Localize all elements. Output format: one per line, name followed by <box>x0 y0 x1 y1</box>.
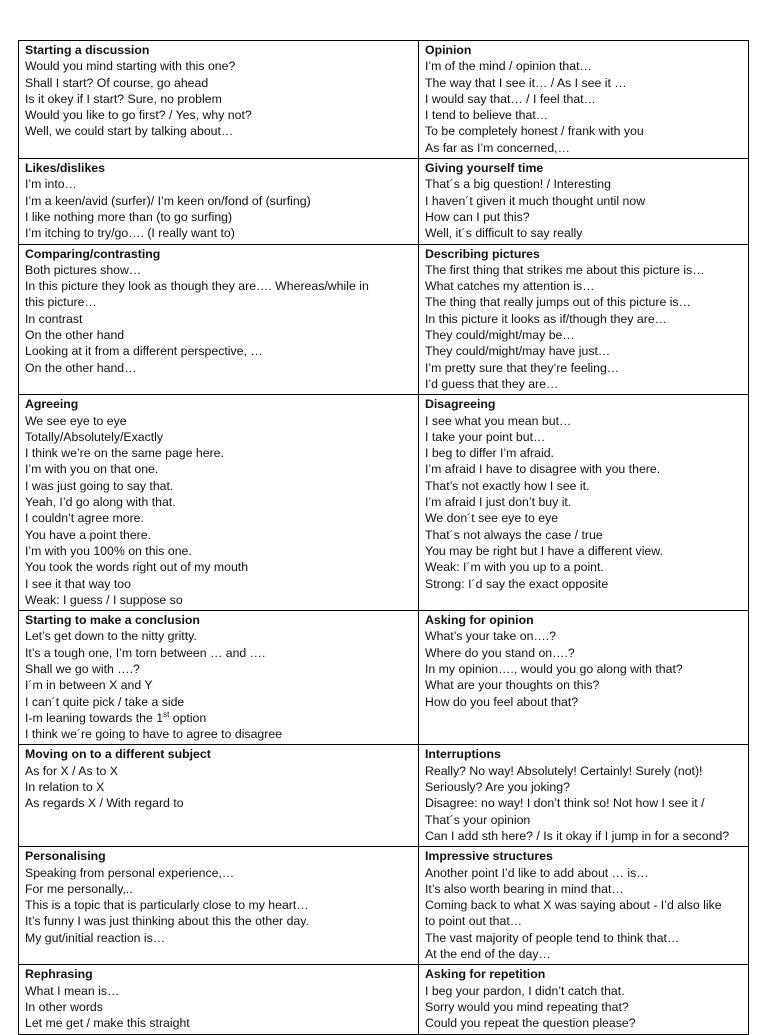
phrase-line: For me personally,.. <box>25 881 133 896</box>
phrase-line: I see what you mean but… <box>425 413 572 428</box>
table-row <box>19 847 749 965</box>
table-row <box>19 244 749 395</box>
phrase-line: What are your thoughts on this? <box>425 678 600 693</box>
phrase-line: I think we´re going to have to agree to disagree <box>25 727 283 742</box>
ordinal-superscript: st <box>163 709 170 719</box>
phrase-line: Both pictures show… <box>25 262 142 277</box>
phrase-line: That´s a big question! / Interesting <box>425 177 611 192</box>
phrase-line: I’m into… <box>25 177 77 192</box>
phrase-line: Disagree: no way! I don’t think so! Not how I see it / <box>425 796 705 811</box>
phrase-line: They could/might/may have just… <box>425 344 611 359</box>
phrase-line: Shall we go with ….? <box>25 661 140 676</box>
phrase-line: I beg your pardon, I didn’t catch that. <box>425 983 625 998</box>
phrase-line: The way that I see it… / As I see it … <box>425 75 627 90</box>
section-opinion <box>419 41 749 159</box>
phrase-line: Is it okey if I start? Sure, no problem <box>25 91 222 106</box>
phrase-line: Strong: I´d say the exact opposite <box>425 576 609 591</box>
phrase-line: That’s not exactly how I see it. <box>425 478 590 493</box>
phrase-line: We see eye to eye <box>25 413 127 428</box>
phrase-text-tail: option <box>169 710 207 725</box>
phrase-line: In other words <box>25 999 103 1014</box>
section-impressive-structures <box>419 847 749 965</box>
phrase-line: On the other hand <box>25 328 125 343</box>
phrase-line: To be completely honest / frank with you <box>425 124 644 139</box>
phrase-line: You may be right but I have a different view. <box>425 543 663 558</box>
phrase-line: The first thing that strikes me about this picture is… <box>425 262 705 277</box>
phrase-line: As regards X / With regard to <box>25 796 184 811</box>
phrase-line: What’s your take on….? <box>425 629 557 644</box>
phrases-table <box>18 40 749 1035</box>
phrase-line: this picture… <box>25 295 97 310</box>
phrase-line: Another point I’d like to add about … is… <box>425 865 649 880</box>
section-title: Rephrasing <box>25 967 93 982</box>
section-title: Asking for opinion <box>425 613 534 628</box>
phrase-line: Well, we could start by talking about… <box>25 124 234 139</box>
phrase-line: What I mean is… <box>25 983 120 998</box>
phrase-line: Would you mind starting with this one? <box>25 59 236 74</box>
phrase-line: What catches my attention is… <box>425 279 595 294</box>
phrase-line: Yeah, I’d go along with that. <box>25 495 176 510</box>
phrase-line: Let me get / make this straight <box>25 1016 190 1031</box>
section-title: Moving on to a different subject <box>25 747 211 762</box>
phrase-line: I would say that… / I feel that… <box>425 91 596 106</box>
phrase-line: I haven´t given it much thought until now <box>425 193 646 208</box>
phrase-line: I like nothing more than (to go surfing) <box>25 209 233 224</box>
phrase-line: I think we’re on the same page here. <box>25 446 224 461</box>
phrase-line: I beg to differ I’m afraid. <box>425 446 554 461</box>
phrase-line: It’s also worth bearing in mind that… <box>425 881 624 896</box>
phrase-line: Totally/Absolutely/Exactly <box>25 429 164 444</box>
section-agreeing <box>19 395 419 611</box>
phrase-line: Let’s get down to the nitty gritty. <box>25 629 197 644</box>
section-moving-on-to-a-different-subject <box>19 745 419 847</box>
table-row <box>19 745 749 847</box>
phrase-line: It’s a tough one, I’m torn between … and …. <box>25 645 266 660</box>
phrase-line: How do you feel about that? <box>425 694 579 709</box>
phrase-line: This is a topic that is particularly close to my heart… <box>25 898 309 913</box>
section-title: Agreeing <box>25 397 79 412</box>
section-title: Starting to make a conclusion <box>25 613 200 628</box>
table-row <box>19 395 749 611</box>
phrase-line: You took the words right out of my mouth <box>25 560 249 575</box>
section-starting-to-make-a-conclusion <box>19 611 419 745</box>
phrase-line: That´s not always the case / true <box>425 527 603 542</box>
section-likes-dislikes <box>19 159 419 244</box>
section-title: Comparing/contrasting <box>25 246 161 261</box>
phrase-line: Sorry would you mind repeating that? <box>425 999 629 1014</box>
section-describing-pictures <box>419 244 749 395</box>
phrase-line: We don´t see eye to eye <box>425 511 559 526</box>
phrase-line <box>25 710 414 726</box>
phrase-line: I’m pretty sure that they’re feeling… <box>425 360 620 375</box>
phrase-line: Shall I start? Of course, go ahead <box>25 75 209 90</box>
section-asking-for-opinion <box>419 611 749 745</box>
section-disagreeing <box>419 395 749 611</box>
phrase-line: In contrast <box>25 311 83 326</box>
phrase-line: You have a point there. <box>25 527 152 542</box>
phrase-line: They could/might/may be… <box>425 328 575 343</box>
phrase-text: I-m leaning towards the 1 <box>25 710 164 725</box>
phrase-line: Seriously? Are you joking? <box>425 780 570 795</box>
section-starting-a-discussion <box>19 41 419 159</box>
phrase-line: I was just going to say that. <box>25 478 174 493</box>
phrase-line: I’m with you 100% on this one. <box>25 543 192 558</box>
phrase-line: In this picture they look as though they are…. Whereas/while in <box>25 279 369 294</box>
phrase-line: to point out that… <box>425 914 523 929</box>
section-title: Describing pictures <box>425 246 540 261</box>
section-title: Opinion <box>425 43 472 57</box>
phrase-line: Weak: I guess / I suppose so <box>25 592 183 607</box>
phrase-line: As for X / As to X <box>25 763 118 778</box>
phrase-line: I’m with you on that one. <box>25 462 159 477</box>
phrase-line: Really? No way! Absolutely! Certainly! Surely (not)! <box>425 763 703 778</box>
phrase-line: It’s funny I was just thinking about this the other day. <box>25 914 309 929</box>
phrase-line: I see it that way too <box>25 576 131 591</box>
section-title: Giving yourself time <box>425 161 544 176</box>
phrase-line: Coming back to what X was saying about - I’d also like <box>425 898 722 913</box>
section-title: Interruptions <box>425 747 501 762</box>
phrase-line: I take your point but… <box>425 429 546 444</box>
phrase-line: I’m afraid I have to disagree with you there. <box>425 462 661 477</box>
phrase-line: As far as I’m concerned,… <box>425 140 570 155</box>
phrase-line: That´s your opinion <box>425 812 531 827</box>
phrase-line: I´m in between X and Y <box>25 678 153 693</box>
phrase-line: I tend to believe that… <box>425 108 549 123</box>
section-title: Starting a discussion <box>25 43 150 57</box>
phrase-line: Where do you stand on….? <box>425 645 575 660</box>
phrase-line: I’m afraid I just don’t buy it. <box>425 495 572 510</box>
phrase-line: The vast majority of people tend to think that… <box>425 930 680 945</box>
table-row <box>19 41 749 159</box>
phrase-line: On the other hand… <box>25 360 137 375</box>
section-title: Disagreeing <box>425 397 496 412</box>
section-title: Asking for repetition <box>425 967 546 982</box>
phrase-line: My gut/initial reaction is… <box>25 930 166 945</box>
table-row <box>19 159 749 244</box>
section-giving-yourself-time <box>419 159 749 244</box>
phrase-line: In my opinion…., would you go along with that? <box>425 661 683 676</box>
phrase-line: I’d guess that they are… <box>425 376 559 391</box>
table-row <box>19 611 749 745</box>
phrase-line: At the end of the day… <box>425 947 551 962</box>
section-title: Personalising <box>25 849 106 864</box>
section-title: Impressive structures <box>425 849 553 864</box>
section-interruptions <box>419 745 749 847</box>
phrase-line: Could you repeat the question please? <box>425 1016 636 1031</box>
phrase-line: I can´t quite pick / take a side <box>25 694 185 709</box>
phrase-line: I’m of the mind / opinion that… <box>425 59 592 74</box>
phrase-line: Weak: I´m with you up to a point. <box>425 560 604 575</box>
phrase-line: How can I put this? <box>425 209 530 224</box>
phrase-line: Speaking from personal experience,… <box>25 865 235 880</box>
phrase-line: I’m a keen/avid (surfer)/ I’m keen on/fond of (surfing) <box>25 193 311 208</box>
section-comparing-contrasting <box>19 244 419 395</box>
phrase-line: Looking at it from a different perspective, … <box>25 344 263 359</box>
phrase-line: The thing that really jumps out of this picture is… <box>425 295 691 310</box>
phrase-line: Would you like to go first? / Yes, why not? <box>25 108 252 123</box>
phrase-line: Well, it´s difficult to say really <box>425 226 583 241</box>
phrase-line: I’m itching to try/go…. (I really want to) <box>25 226 235 241</box>
phrase-line: In this picture it looks as if/though they are… <box>425 311 667 326</box>
section-title: Likes/dislikes <box>25 161 105 176</box>
phrase-line: In relation to X <box>25 780 105 795</box>
phrase-line: Can I add sth here? / Is it okay if I jump in for a second? <box>425 828 730 843</box>
section-personalising <box>19 847 419 965</box>
phrase-line: I couldn’t agree more. <box>25 511 144 526</box>
